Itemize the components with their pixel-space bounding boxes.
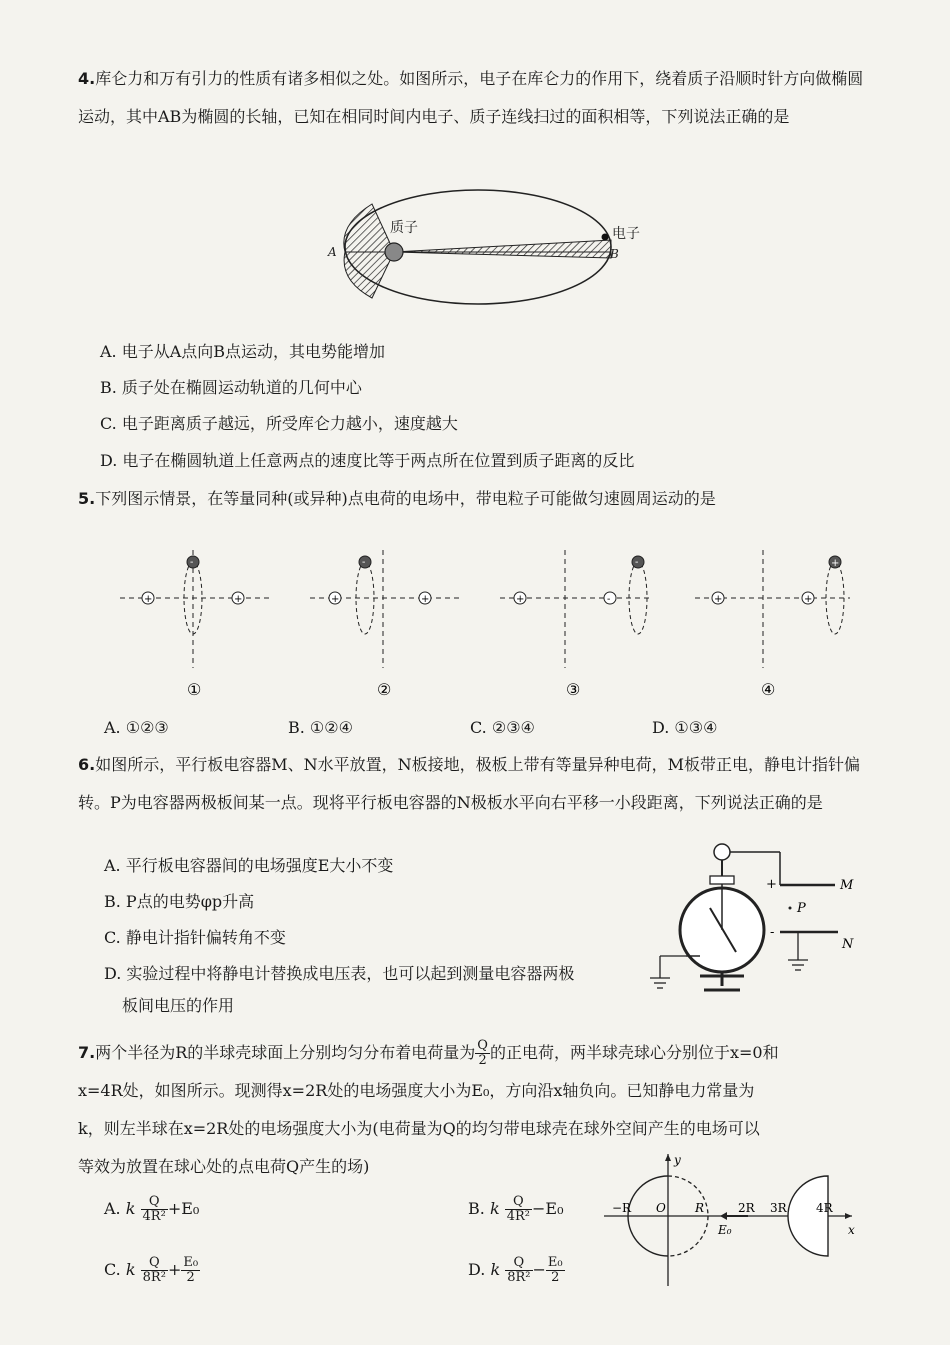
electron-label: 电子 bbox=[612, 226, 640, 242]
q6-option-b[interactable]: B. P点的电势φp升高 bbox=[104, 892, 255, 911]
point-p-label: P bbox=[797, 901, 806, 916]
x-axis-label: x bbox=[848, 1223, 855, 1237]
scenario-label-2: ② bbox=[377, 680, 392, 699]
question-number: 7. bbox=[78, 1043, 96, 1062]
svg-text:+: + bbox=[516, 594, 525, 605]
swept-area-right bbox=[394, 240, 611, 258]
q4-option-a[interactable]: A. 电子从A点向B点运动，其电势能增加 bbox=[100, 342, 386, 361]
svg-text:-: - bbox=[190, 557, 194, 568]
question-5-stem bbox=[78, 480, 878, 518]
plate-m-label: M bbox=[840, 878, 854, 893]
plate-n-label: N bbox=[842, 937, 854, 952]
q7-option-c[interactable]: C. k $\frac{Q}{\text{8R²}}$ + $\frac{\text{E₀}}{2}$ bbox=[104, 1255, 199, 1285]
svg-text:+: + bbox=[804, 594, 813, 605]
svg-text:-: - bbox=[362, 557, 366, 568]
svg-text:+: + bbox=[144, 594, 153, 605]
scenario-1 bbox=[120, 550, 270, 699]
question-7-stem-line-3: k，则左半球在x=2R处的电场强度大小为(电荷量为Q的均匀带电球壳在球外空间产生的电场可以 bbox=[78, 1119, 760, 1138]
question-number: 6. bbox=[78, 755, 96, 774]
stem-text: 的正电荷，两半球壳球心分别位于x=0和 bbox=[489, 1043, 779, 1062]
q5-option-b[interactable]: B. ①②④ bbox=[288, 718, 353, 737]
svg-text:+: + bbox=[234, 594, 243, 605]
question-number: 5. bbox=[78, 489, 96, 508]
capacitor-electrometer-figure bbox=[640, 838, 870, 1000]
question-7-stem-line-2: x=4R处，如图所示。现测得x=2R处的电场强度大小为E₀，方向沿x轴负向。已知静电力常量为 bbox=[78, 1081, 755, 1100]
minus-sign: - bbox=[770, 925, 775, 940]
scenario-label-1: ① bbox=[187, 680, 202, 699]
q4-option-c[interactable]: C. 电子距离质子越远，所受库仑力越小，速度越大 bbox=[100, 414, 458, 433]
q4-option-b[interactable]: B. 质子处在椭圆运动轨道的几何中心 bbox=[100, 378, 362, 397]
proton-dot bbox=[385, 243, 403, 261]
question-5 bbox=[78, 480, 878, 518]
q5-option-c[interactable]: C. ②③④ bbox=[470, 718, 535, 737]
stem-text: 如图所示，平行板电容器M、N水平放置，N板接地，极板上带有等量异种电荷，M板带正电，静电计指针偏转。P为电容器两极板间某一点。现将平行板电容器的N极板水平向右平移一小段距离，下列说法正确的是 bbox=[78, 755, 860, 812]
plus-sign: + bbox=[766, 877, 777, 892]
svg-text:+: + bbox=[831, 558, 840, 569]
hemisphere-shells-figure bbox=[600, 1150, 862, 1290]
question-7-stem-line-4: 等效为放置在球心处的点电荷Q产生的场) bbox=[78, 1157, 370, 1176]
question-4 bbox=[78, 60, 878, 136]
q7-option-a[interactable]: A. k $\frac{Q}{\text{4R²}}$ +E₀ bbox=[104, 1194, 200, 1224]
q5-option-d[interactable]: D. ①③④ bbox=[652, 718, 718, 737]
q6-option-a[interactable]: A. 平行板电容器间的电场强度E大小不变 bbox=[104, 856, 394, 875]
q4-option-d[interactable]: D. 电子在椭圆轨道上任意两点的速度比等于两点所在位置到质子距离的反比 bbox=[100, 451, 635, 470]
stem-text: 下列图示情景，在等量同种(或异种)点电荷的电场中，带电粒子可能做匀速圆周运动的是 bbox=[95, 489, 716, 508]
y-axis-label: y bbox=[674, 1153, 681, 1167]
q6-option-c[interactable]: C. 静电计指针偏转角不变 bbox=[104, 928, 286, 947]
point-b-label: B bbox=[610, 247, 619, 261]
scenario-4 bbox=[695, 550, 850, 699]
ellipse-orbit-figure bbox=[330, 180, 640, 315]
e0-label: E₀ bbox=[718, 1223, 732, 1237]
svg-text:-: - bbox=[635, 557, 639, 568]
question-number: 4. bbox=[78, 69, 96, 88]
question-7-stem-line-1 bbox=[78, 1034, 878, 1072]
svg-text:+: + bbox=[421, 594, 430, 605]
origin-label: O bbox=[656, 1201, 666, 1215]
tick-r: R bbox=[695, 1201, 705, 1215]
point-a-label: A bbox=[328, 245, 337, 259]
scenario-2 bbox=[310, 550, 460, 699]
q7-option-b[interactable]: B. k $\frac{Q}{\text{4R²}}$ −E₀ bbox=[468, 1194, 564, 1224]
fraction-q-over-2: $\frac{Q}{2}$ bbox=[477, 1038, 488, 1068]
electron-dot bbox=[602, 234, 609, 241]
q5-option-a[interactable]: A. ①②③ bbox=[104, 718, 169, 737]
q6-option-d-cont: 板间电压的作用 bbox=[122, 996, 235, 1015]
svg-text:+: + bbox=[331, 594, 340, 605]
svg-text:+: + bbox=[714, 594, 723, 605]
tick-neg-r: −R bbox=[612, 1201, 632, 1215]
stem-text: 库仑力和万有引力的性质有诸多相似之处。如图所示，电子在库仑力的作用下，绕着质子沿顺时针方向做椭圆运动，其中AB为椭圆的长轴，已知在相同时间内电子、质子连线扫过的面积相等，下列说法正确的是 bbox=[78, 69, 864, 126]
svg-text:-: - bbox=[607, 594, 611, 605]
question-4-stem bbox=[78, 60, 878, 136]
right-hemisphere bbox=[788, 1176, 828, 1256]
proton-label: 质子 bbox=[390, 220, 418, 236]
q6-option-d[interactable]: D. 实验过程中将静电计替换成电压表，也可以起到测量电容器两极 bbox=[104, 964, 575, 983]
q7-option-d[interactable]: D. k $\frac{Q}{\text{8R²}}$ − $\frac{\text{E₀}}{2}$ bbox=[468, 1255, 563, 1285]
scenario-label-4: ④ bbox=[761, 680, 776, 699]
scenario-label-3: ③ bbox=[566, 680, 581, 699]
question-6-stem bbox=[78, 746, 878, 822]
field-scenarios-figure bbox=[90, 540, 870, 710]
tick-4r: 4R bbox=[816, 1201, 833, 1215]
tick-3r: 3R bbox=[770, 1201, 787, 1215]
tick-2r: 2R bbox=[738, 1201, 755, 1215]
stem-text: 两个半径为R的半球壳球面上分别均匀分布着电荷量为 bbox=[95, 1043, 476, 1062]
question-6 bbox=[78, 746, 878, 822]
scenario-3 bbox=[500, 550, 650, 699]
